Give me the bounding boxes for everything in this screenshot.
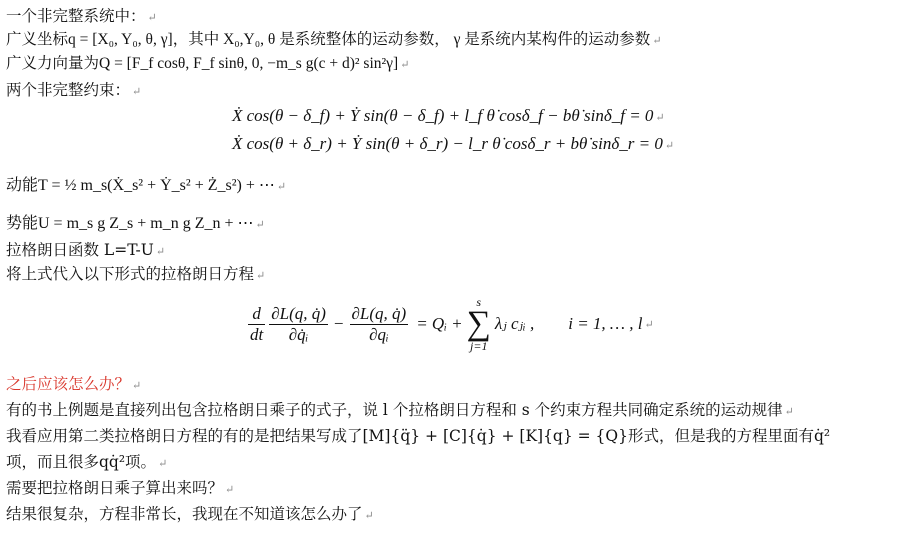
paragraph-mark: ↵: [276, 181, 287, 193]
dqdot-denominator: ∂q̇ᵢ: [288, 324, 309, 344]
paragraph-mark: ↵: [155, 245, 166, 258]
paragraph-mark: ↵: [158, 457, 168, 470]
question-title-text: 之后应该怎么办？: [6, 375, 131, 393]
paragraph-4-text: 需要把拉格朗日乘子算出来吗？: [6, 479, 224, 497]
equation-rhs: = Qᵢ +: [416, 314, 463, 333]
constraint-equation-1-text: Ẋ cos(θ − δ_f) + Ẏ sin(θ − δ_f) + l_f θ̇ cosδ_f − bθ̇ sinδ_f = 0: [232, 106, 654, 125]
paragraph-2-text: 我看应用第二类拉格朗日方程的有的是把结果写成了[M]{q̈} + [C]{q̇} + [K]{q} = {Q}形式，但是我的方程里面有q̇²: [6, 427, 831, 445]
constraint-equation-2-text: Ẋ cos(θ + δ_r) + Ẏ sin(θ + δ_r) − l_r θ̇ cosδ_r + bθ̇ sinδ_r = 0: [232, 134, 663, 153]
paragraph-mark: ↵: [644, 318, 654, 331]
generalized-coords-text: 广义坐标q = [X₀, Y₀, θ, γ]，其中 X₀,Y₀, θ 是系统整体的运动参数， γ 是系统内某构件的运动参数: [6, 31, 651, 48]
substitute-line: [6, 264, 265, 286]
lagrange-equation: [246, 296, 654, 352]
paragraph-mark: ↵: [664, 140, 675, 152]
sum-lower-limit: j=1: [470, 339, 488, 353]
paragraph-mark: ↵: [400, 59, 410, 71]
dq-denominator: ∂qᵢ: [369, 324, 389, 344]
paragraph-mark: ↵: [652, 35, 662, 47]
sum-sign: ∑: [466, 305, 491, 342]
paragraph-3-text: 项，而且很多qq̇²项。: [6, 453, 157, 471]
minus-sign: −: [333, 314, 344, 333]
potential-energy-text: 势能U = m_s g Z_s + m_n g Z_n + ⋯: [6, 215, 254, 232]
constraints-heading: [6, 80, 141, 102]
paragraph-mark: ↵: [256, 269, 266, 282]
paragraph-mark: ↵: [147, 11, 157, 24]
paragraph-1-text: 有的书上例题是直接列出包含拉格朗日乘子的式子，说 l 个拉格朗日方程和 s 个约束方程共同确定系统的运动规律: [6, 401, 783, 419]
paragraph-5: [6, 504, 374, 526]
dt-denominator: dt: [250, 324, 264, 344]
paragraph-2: [6, 426, 830, 446]
paragraph-mark: ↵: [655, 112, 665, 124]
paragraph-4: [6, 478, 234, 500]
generalized-coords-line: [6, 30, 662, 51]
paragraph-mark: ↵: [255, 219, 265, 231]
paragraph-5-text: 结果很复杂，方程非常长，我现在不知道该怎么办了: [6, 505, 363, 523]
generalized-force-line: [6, 54, 409, 75]
sum-upper-limit: s: [476, 295, 482, 309]
potential-energy-line: [6, 214, 265, 235]
index-range: i = 1, … , l: [568, 314, 643, 333]
kinetic-energy-line: [6, 176, 286, 197]
paragraph-mark: ↵: [132, 85, 142, 98]
dL-dqdot-fraction: [269, 304, 328, 345]
constraints-heading-text: 两个非完整约束：: [6, 81, 131, 99]
intro-line: [6, 6, 157, 28]
summation: [467, 296, 491, 352]
dL-numerator-2: ∂L(q, q̇): [351, 303, 407, 323]
multiplier-term: λⱼ cⱼᵢ ,: [494, 314, 535, 333]
d-numerator: d: [248, 304, 265, 325]
paragraph-mark: ↵: [225, 483, 235, 496]
paragraph-mark: ↵: [364, 509, 374, 522]
lagrangian-line: [6, 240, 165, 262]
paragraph-1: [6, 400, 794, 422]
paragraph-mark: ↵: [784, 405, 794, 418]
intro-text: 一个非完整系统中：: [6, 7, 146, 25]
dL-numerator-1: ∂L(q, q̇): [271, 303, 326, 323]
constraint-equation-2: [232, 134, 674, 154]
substitute-text: 将上式代入以下形式的拉格朗日方程: [6, 265, 255, 283]
paragraph-mark: ↵: [132, 379, 142, 392]
generalized-force-text: 广义力向量为Q = [F_f cosθ, F_f sinθ, 0, −m_s g(c + d)² sin²γ]: [6, 55, 399, 72]
d-dt-fraction: [248, 304, 265, 345]
dL-dq-fraction: [350, 304, 409, 345]
kinetic-energy-text: 动能T = ½ m_s(Ẋ_s² + Ẏ_s² + Ż_s²) + ⋯: [6, 177, 275, 194]
question-title: [6, 374, 141, 396]
constraint-equation-1: [232, 106, 665, 126]
paragraph-3: [6, 452, 167, 474]
lagrangian-text: 拉格朗日函数 L=T-U: [6, 241, 154, 259]
